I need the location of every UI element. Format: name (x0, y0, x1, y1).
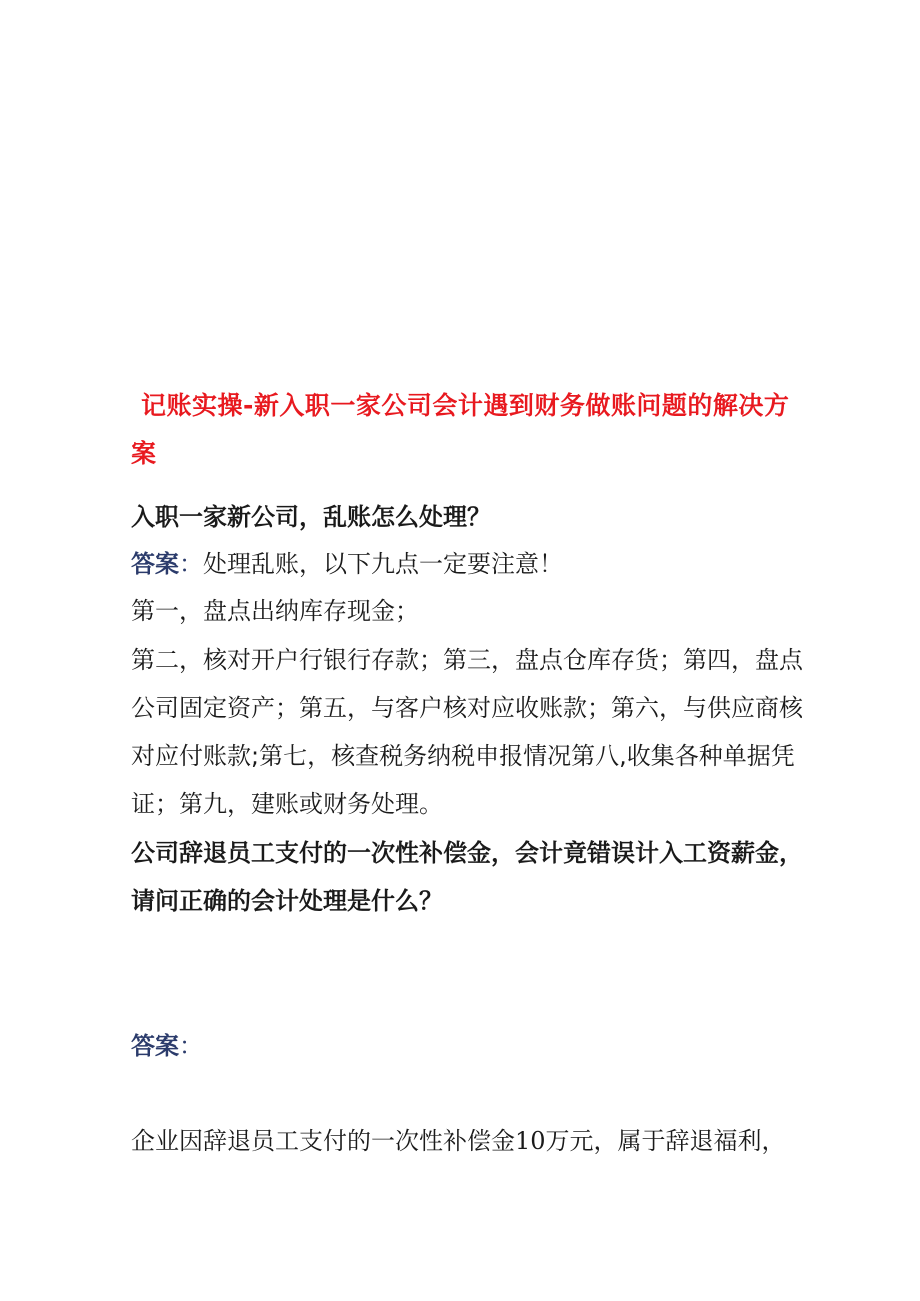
answer-1-text: 处理乱账，以下九点一定要注意！ (203, 550, 563, 578)
paragraph-3-after: 万元，属于辞退福利， (545, 1127, 786, 1155)
answer-2-label: 答案 (131, 1032, 179, 1060)
paragraph-3-before: 企业因辞退员工支付的一次性补偿金 (131, 1127, 515, 1155)
document-title: 记账实操-新入职一家公司会计遇到财务做账问题的解决方案 (131, 391, 790, 468)
answer-colon: ： (179, 550, 203, 578)
question-2: 公司辞退员工支付的一次性补偿金，会计竟错误计入工资薪金，请问正确的会计处理是什么？ (131, 839, 803, 915)
answer-label: 答案 (131, 550, 179, 578)
paragraph-1: 第一，盘点出纳库存现金； (131, 597, 419, 625)
paragraph-3-number: 10 (515, 1127, 546, 1155)
answer-1 (131, 540, 811, 588)
paragraph-3 (131, 1117, 811, 1165)
answer-2-colon: ： (179, 1032, 203, 1060)
question-1: 入职一家新公司，乱账怎么处理？ (131, 503, 491, 531)
paragraph-2: 第二，核对开户行银行存款；第三，盘点仓库存货；第四，盘点公司固定资产；第五，与客户核对应收账款；第六，与供应商核对应付账款;第七，核查税务纳税申报情况第八,收集各种单据凭证；第九，建账或财务处理。 (131, 646, 803, 818)
answer-2 (131, 1022, 811, 1070)
